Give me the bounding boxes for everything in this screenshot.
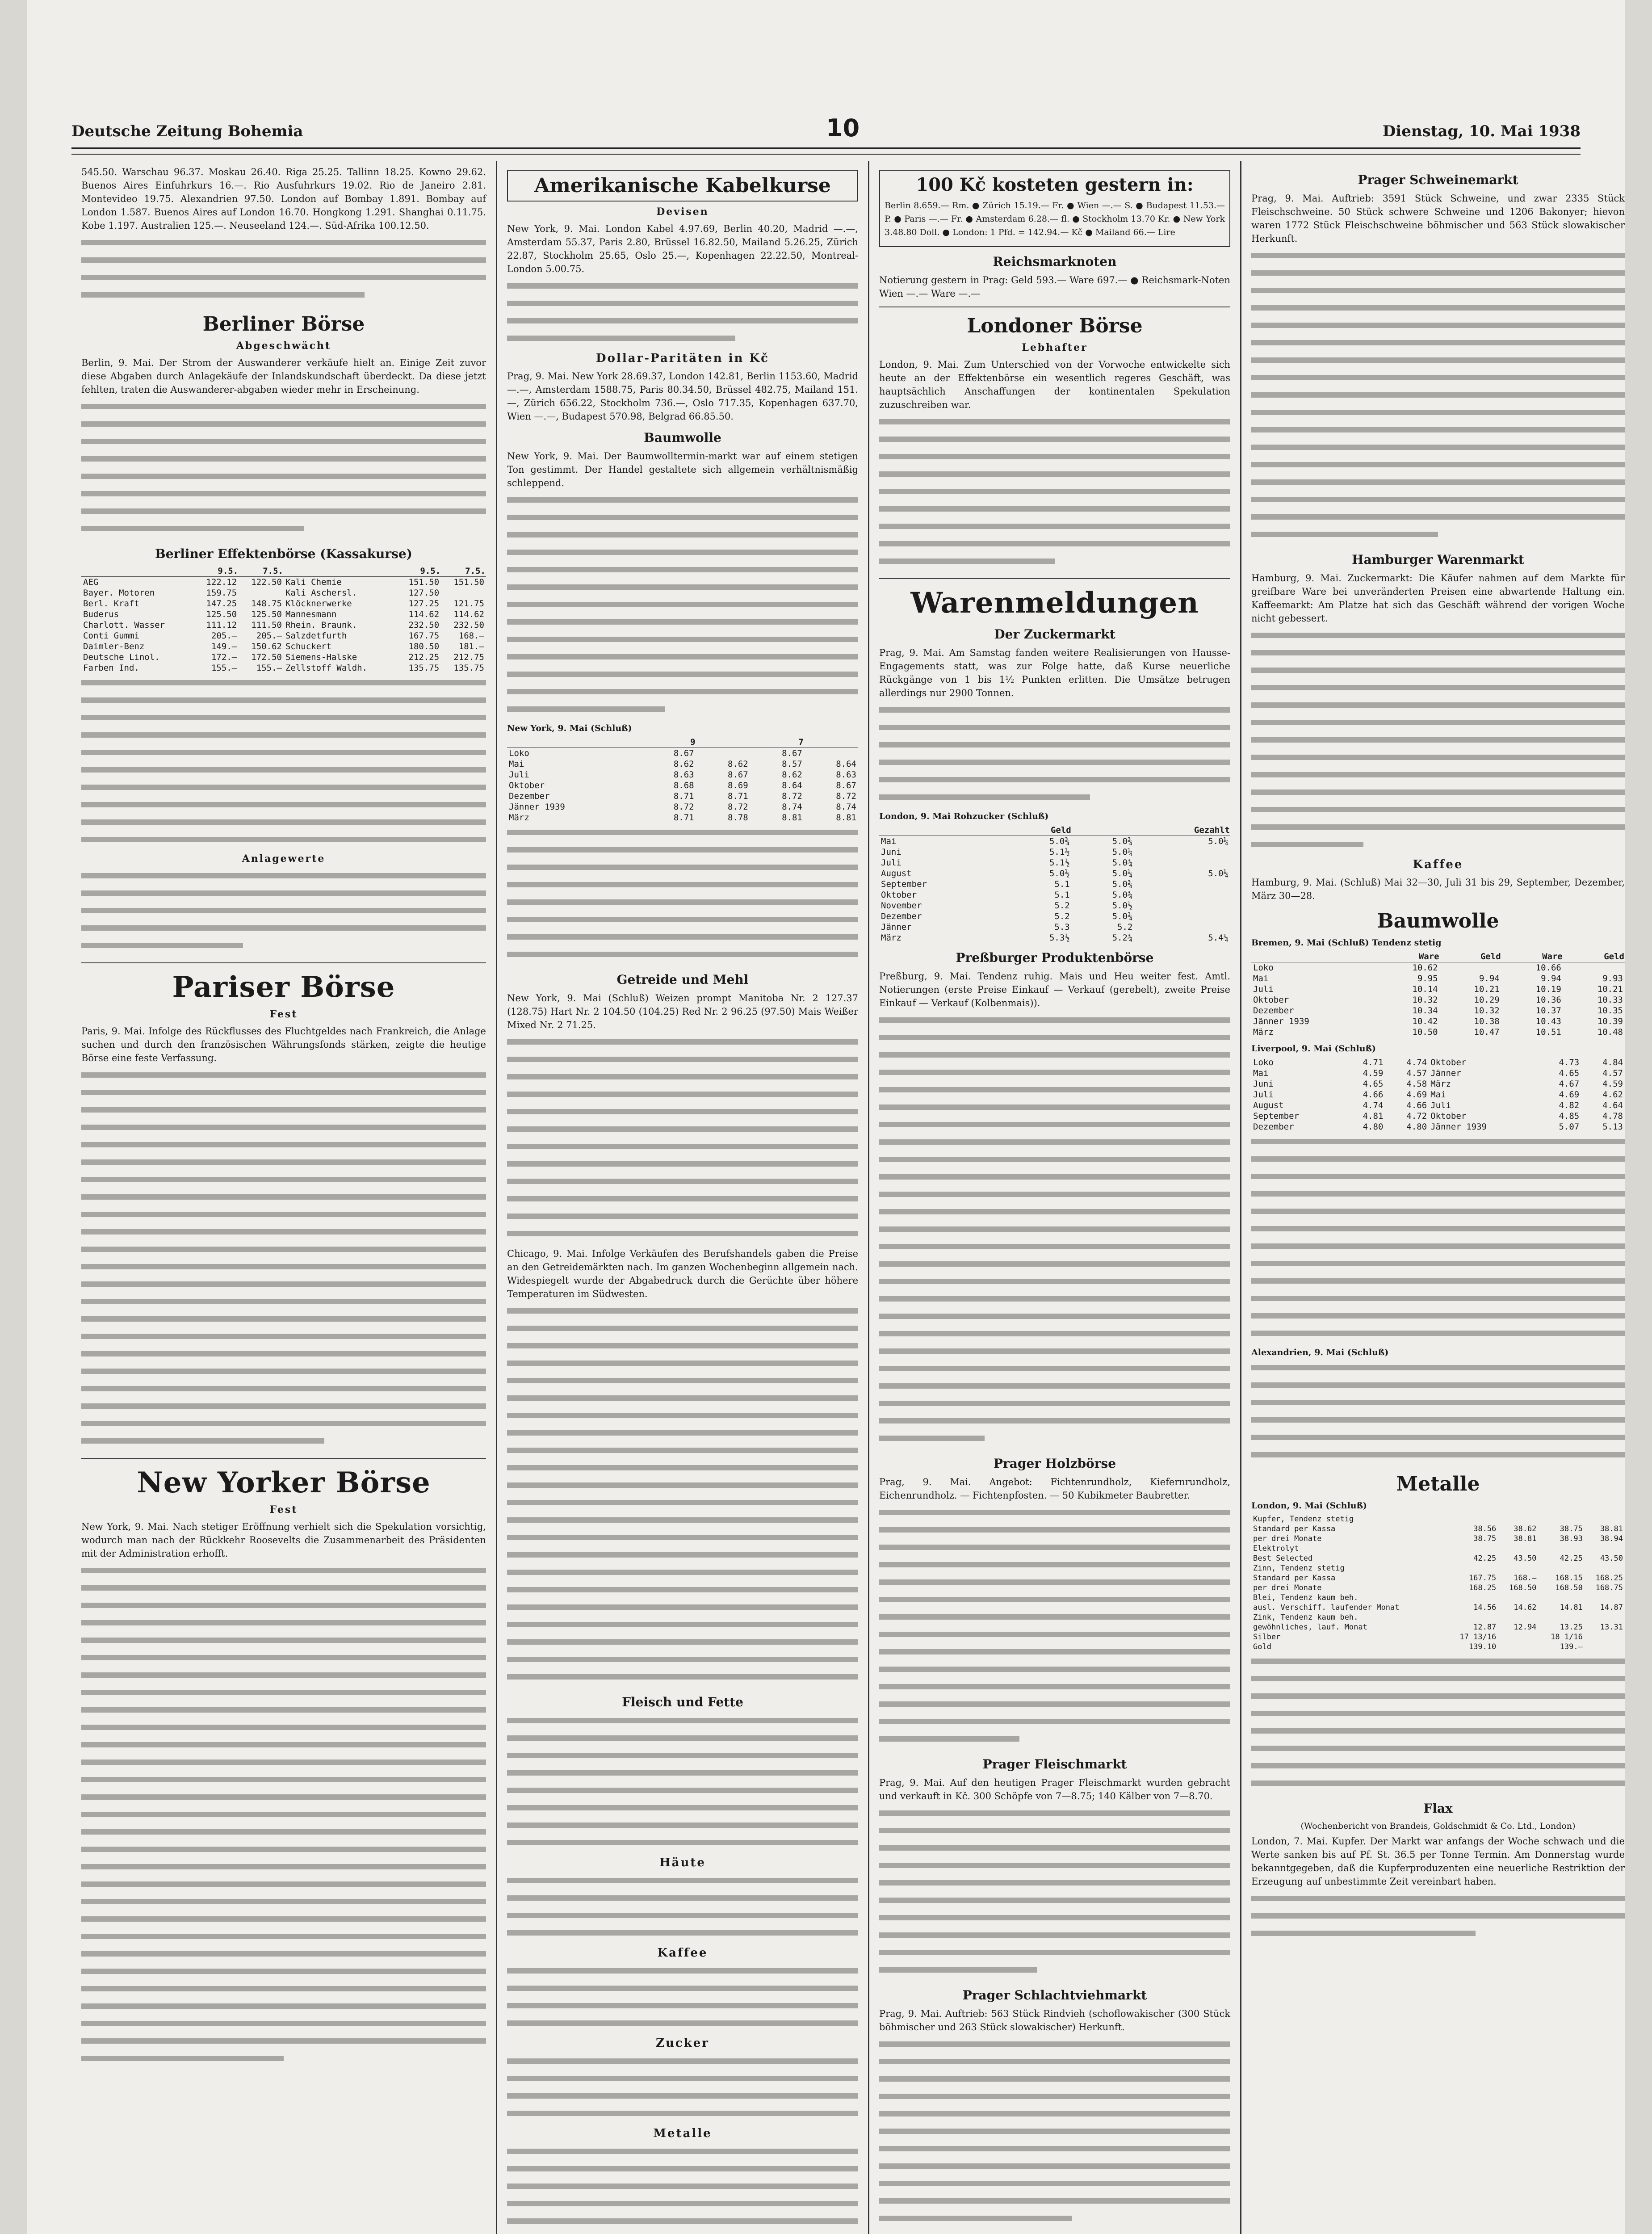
table-row: Mai 4.59 4.57 Jänner 4.65 4.57 [1253,1068,1623,1078]
metals-heading: Metalle [653,2127,712,2140]
flax-source: (Wochenbericht von Brandeis, Goldschmidt & Co. Ltd., London) [1300,1821,1576,1831]
newyork-exchange-subheading: Fest [269,1504,298,1516]
pig-market-report: Prag, 9. Mai. Auftrieb: 3591 Stück Schweine, und zwar 2335 Stück Fleischschweine. 50 Stück schwere Schweine und 1206 Bakonyer; hievon waren 1772 Stück Fleischschweine böhmischer und 563 Stück slowakischer Herkunft. [1251,193,1625,244]
text-block [507,1304,858,1688]
cattle-market-heading: Prager Schlachtviehmarkt [962,1988,1147,2003]
paris-exchange-report: Paris, 9. Mai. Infolge des Rückflusses des Fluchtgeldes nach Frankreich, die Anlage suchen und durch den französischen Währungsfonds stärken, zeigte die heutige Börse eine feste Verfassung. [81,1026,486,1063]
ny-cotton-label: New York, 9. Mai (Schluß) [507,723,632,733]
table-row: März 10.50 10.47 10.51 10.48 [1253,1027,1623,1037]
table-row: August 4.74 4.66 Juli 4.82 4.64 [1253,1100,1623,1110]
coffee-report: Hamburg, 9. Mai. (Schluß) Mai 32—30, Juli 31 bis 29, September, Dezember, März 30—28. [1251,877,1625,901]
text-block [507,1964,858,2034]
table-row: September 4.81 4.72 Oktober 4.85 4.78 [1253,1111,1623,1121]
berlin-exchange-heading: Berliner Börse [202,313,365,336]
timber-report: Prag, 9. Mai. Angebot: Fichtenrundholz, Kiefernrundholz, Eichenrundholz. — Fichtenpfosten. — 50 Kubikmeter Baubretter. [879,1477,1230,1501]
table-row: September 5.1 5.0¾ [881,879,1133,889]
table-row: März 8.71 8.78 8.81 8.81 [509,813,856,823]
text-block [507,2145,858,2234]
text-block [81,1564,486,2069]
liverpool-cotton-label: Liverpool, 9. Mai (Schluß) [1251,1044,1376,1054]
table-row: Best Selected 42.25 43.50 42.25 43.50 [1253,1554,1623,1563]
table-row: Loko 10.62 10.66 [1253,963,1561,973]
cable-rates-box [507,170,858,202]
coffee-heading: Kaffee [657,1946,708,1960]
grain-heading: Getreide und Mehl [616,972,749,987]
table-row: Juli 10.14 10.21 10.19 10.21 [1253,984,1623,994]
paris-exchange-subheading: Fest [269,1008,298,1020]
table-row: Deutsche Linol. 172.— 172.50 Siemens-Halske 212.25 212.75 [83,652,484,662]
berlin-exchange-subheading: Abgeschwächt [236,340,331,352]
table-continuation [1251,1135,1625,1344]
text-block [1251,249,1625,545]
text-block [879,1506,1230,1750]
section-divider [81,1458,486,1459]
table-row: Berl. Kraft 147.25 148.75 Klöcknerwerke 127.25 121.75 [83,599,484,609]
table-row: Juni 5.1½ 5.0¼ [881,847,1133,857]
chicago-grain-report: Chicago, 9. Mai. Infolge Verkäufen des Berufshandels gaben die Preise an den Getreidemärkten nach. Im ganzen Wochenbeginn allgemein nach. Widespiegelt wurde der Abgabedruck durch die Gerüchte über höhere Temperaturen im Südwesten. [507,1248,858,1299]
table-row: Jänner 1939 10.42 10.38 10.43 10.39 [1253,1016,1623,1026]
table-row: Loko 8.67 8.67 [509,748,802,758]
table-row: Mai 9.95 9.94 9.94 9.93 [1253,974,1623,983]
alexandria-cotton-label: Alexandrien, 9. Mai (Schluß) [1251,1348,1389,1357]
table-continuation [1251,1655,1625,1794]
page-number: 10 [826,114,860,142]
text-block [507,279,858,349]
text-block [879,703,1230,808]
timber-heading: Prager Holzbörse [993,1456,1116,1471]
hamburg-market-report: Hamburg, 9. Mai. Zuckermarkt: Die Käufer nahmen auf dem Markte für greifbare Ware bei unveränderten Preisen eine abwartende Haltung ein. Kaffeemarkt: Am Platze hat sich das Geschäft während der vorigen Woche nicht gebessert. [1251,573,1625,624]
column-3 [869,161,1240,2234]
cattle-market-report: Prag, 9. Mai. Auftrieb: 563 Stück Rindvieh (schoflowakischer (300 Stück böhmischer und 263 Stück slowakischer) Herkunft. [879,2008,1230,2032]
newspaper-page [27,0,1625,2234]
table-continuation [507,826,858,965]
table-row: Oktober 8.68 8.69 8.64 8.67 [509,781,856,790]
koruna-heading: 100 Kč kosteten gestern in: [916,174,1194,195]
table-row: Blei, Tendenz kaum beh. [1253,1593,1358,1602]
dollar-parity-heading: Dollar-Paritäten in Kč [596,352,769,365]
flax-report: London, 7. Mai. Kupfer. Der Markt war anfangs der Woche schwach und die Werte sanken bis auf Pf. St. 36.5 per Tonne Termin. Am Donnerstag wurde bekanntgegeben, daß die Kupferproduzenten eine neuerliche Restriktion der Erzeugung auf unbestimmte Zeit vereinbart haben. [1251,1836,1625,1887]
table-row: Standard per Kassa 38.56 38.62 38.75 38.81 [1253,1524,1623,1533]
header-rule-thin [71,154,1581,155]
exchange-rates-paragraph: 545.50. Warschau 96.37. Moskau 26.40. Riga 25.25. Tallinn 18.25. Kowno 29.62. Buenos Aires Einfuhrkurs 16.—. Rio Ausfuhrkurs 19.02. Rio de Janeiro 2.81. Montevideo 19.75. Alexandrien 97.50. London auf Bombay 1.891. Bombay auf London 1.587. Buenos Aires auf London 16.70. Hongkong 1.291. Shanghai 0.11.75. Kobe 1.197. Australien 125.—. Neuseeland 124.—. Süd-Afrika 100.12.50. [81,167,486,231]
table-row: Dezember 5.2 5.0¾ [881,911,1133,921]
pressburg-heading: Preßburger Produktenbörse [956,950,1154,965]
table-row: Jänner 1939 8.72 8.72 8.74 8.74 [509,802,856,812]
table-row: Farben Ind. 155.— 155.— Zellstoff Waldh. 135.75 135.75 [83,663,484,673]
metals-heading: Metalle [1396,1473,1480,1495]
london-metals-label: London, 9. Mai (Schluß) [1251,1501,1367,1511]
liverpool-cotton-table [1251,1057,1625,1132]
meat-fats-heading: Fleisch und Fette [622,1695,743,1709]
hamburg-market-heading: Hamburger Warenmarkt [1352,552,1524,567]
table-continuation [1251,1361,1625,1466]
meat-market-heading: Prager Fleischmarkt [982,1757,1127,1772]
table-row: Mai 5.0¾ 5.0¾ 5.0¼ [881,836,1229,846]
table-row: AEG 122.12 122.50 Kali Chemie 151.50 151.50 [83,577,484,587]
table-row: Oktober 5.1 5.0¾ [881,890,1133,900]
anlage-heading: Anlagewerte [242,853,326,865]
berlin-exchange-report: Berlin, 9. Mai. Der Strom der Auswanderer verkäufe hielt an. Einige Zeit zuvor diese Abgaben durch Anlagekäufe der Inlandskundschaft überdeckt. Da diese jetzt fehlten, traten die Auswanderer-abgaben wieder mehr in Erscheinung. [81,357,486,395]
table-row: Kupfer, Tendenz stetig [1253,1515,1354,1524]
table-row: per drei Monate 38.75 38.81 38.93 38.94 [1253,1534,1623,1543]
table-row: Zink, Tendenz kaum beh. [1253,1613,1358,1622]
table-row: Dezember 8.71 8.71 8.72 8.72 [509,791,856,801]
cotton-heading: Baumwolle [644,430,721,445]
grain-report: New York, 9. Mai (Schluß) Weizen prompt Manitoba Nr. 2 127.37 (128.75) Hart Nr. 2 104.50 (104.25) Red Nr. 2 96.25 (97.50) Mais Weißer Mixed Nr. 2 71.25. [507,993,858,1030]
table-row: Bayer. Motoren 159.75 Kali Aschersl. 127.50 [83,588,440,598]
pig-market-heading: Prager Schweinemarkt [1358,172,1518,187]
koruna-rates: Berlin 8.659.— Rm. ● Zürich 15.19.— Fr. ● Wien —.— S. ● Budapest 11.53.— P. ● Paris —.— Fr. ● Amsterdam 6.28.— fl. ● Stockholm 13.70 Kr. ● New York 3.48.80 Doll. ● London: 1 Pfd. = 142.94.— Kč ● Mailand 66.— Lire [885,201,1225,237]
table-row: Charlott. Wasser 111.12 111.50 Rhein. Braunk. 232.50 232.50 [83,620,484,630]
newyork-exchange-report: New York, 9. Mai. Nach stetiger Eröffnung verhielt sich die Spekulation vorsichtig, wodurch man nach der Rückkehr Roosevelts die Zusammenarbeit des Präsidenten mit der Administration erhofft. [81,1521,486,1559]
table-row: Elektrolyt [1253,1544,1299,1553]
section-divider [81,962,486,963]
table-row: November 5.2 5.0½ [881,901,1133,911]
table-row: Standard per Kassa 167.75 168.— 168.15 168.25 [1253,1574,1623,1583]
table-row: August 5.0½ 5.0¼ 5.0¼ [881,869,1229,878]
text-block [879,1806,1230,1981]
text-block [81,869,486,956]
column-1 [71,161,496,2076]
page-header [71,114,1581,141]
coffee-heading: Kaffee [1413,858,1463,871]
table-header-row: 9 7 [507,737,858,748]
london-sugar-table [879,825,1230,943]
cotton-heading: Baumwolle [1377,910,1499,932]
column-4 [1241,161,1635,1951]
table-row: Oktober 10.32 10.29 10.36 10.33 [1253,995,1623,1005]
meat-market-report: Prag, 9. Mai. Auf den heutigen Prager Fleischmarkt wurden gebracht und verkauft in Kč. 300 Schöpfe von 7—8.75; 140 Kälber von 7—8.70. [879,1777,1230,1801]
table-row: Gold 139.10 139.— [1253,1642,1583,1651]
table-row: Daimler-Benz 149.— 150.62 Schuckert 180.50 181.— [83,642,484,651]
text-block [507,1035,858,1244]
issue-date: Dienstag, 10. Mai 1938 [1382,122,1581,140]
table-header-row: Ware Geld Ware Geld [1251,951,1625,962]
london-exchange-report: London, 9. Mai. Zum Unterschied von der Vorwoche entwickelte sich heute an der Effektenbörse ein wesentlich regeres Geschäft, was hauptsächlich Anschaffungen der kontinentalen Spekulation zuzuschreiben war. [879,359,1230,410]
table-row: Buderus 125.50 125.50 Mannesmann 114.62 114.62 [83,609,484,619]
table-row: Conti Gummi 205.— 205.— Salzdetfurth 167.75 168.— [83,631,484,641]
text-block [1251,1892,1625,1944]
paris-exchange-heading: Pariser Börse [172,970,395,1004]
paper-title: Deutsche Zeitung Bohemia [71,122,303,140]
table-row: per drei Monate 168.25 168.50 168.50 168.75 [1253,1583,1623,1592]
table-row: Silber 17 13/16 18 1/16 [1253,1633,1583,1642]
newyork-exchange-heading: New Yorker Börse [137,1466,431,1499]
table-row: Juni 4.65 4.58 März 4.67 4.59 [1253,1079,1623,1089]
table-row: Mai 8.62 8.62 8.57 8.64 [509,759,856,769]
london-exchange-heading: Londoner Börse [967,315,1143,337]
berlin-securities-table [81,566,486,673]
london-sugar-label: London, 9. Mai Rohzucker (Schluß) [879,811,1049,821]
table-row: Juli 4.66 4.69 Mai 4.69 4.62 [1253,1090,1623,1100]
text-block [879,2037,1230,2229]
sugar-market-heading: Der Zuckermarkt [994,627,1115,642]
reichsmark-text: Notierung gestern in Prag: Geld 593.— Ware 697.— ● Reichsmark-Noten Wien —.— Ware —.— [879,275,1230,299]
bremen-cotton-table [1251,951,1625,1037]
table-row: Zinn, Tendenz stetig [1253,1564,1345,1573]
berlin-securities-heading: Berliner Effektenbörse (Kassakurse) [155,546,412,561]
cable-rates-heading: Amerikanische Kabelkurse [534,174,831,197]
table-header-row: Geld Gezahlt [879,825,1230,836]
text-block [507,493,858,720]
table-row: Dezember 10.34 10.32 10.37 10.35 [1253,1006,1623,1016]
cable-rates-text: New York, 9. Mai. London Kabel 4.97.69, Berlin 40.20, Madrid —.—, Amsterdam 55.37, Paris 2.80, Brüssel 16.82.50, Mailand 5.26.25, Zürich 22.87, Stockholm 25.65, Oslo 25.—, Kopenhagen 22.22.50, Montreal-London 5.00.75. [507,223,858,274]
london-metals-table [1251,1514,1625,1652]
table-row: ausl. Verschiff. laufender Monat 14.56 14.62 14.81 14.87 [1253,1603,1623,1612]
pressburg-report: Preßburg, 9. Mai. Tendenz ruhig. Mais und Heu weiter fest. Amtl. Notierungen (erste Preise Einkauf — Verkauf (gerebelt), zweite Preise Einkauf — Verkauf (Kolbenmais)). [879,971,1230,1008]
table-row: Jänner 5.3 5.2 [881,922,1133,932]
sugar-heading: Zucker [656,2037,709,2050]
ny-cotton-table [507,737,858,823]
koruna-box [879,170,1230,247]
column-2 [497,161,868,2234]
text-block [81,400,486,539]
text-block [507,1874,858,1944]
text-block [879,1013,1230,1449]
commodities-heading: Warenmeldungen [910,586,1199,620]
london-exchange-subheading: Lebhafter [1022,342,1088,353]
table-row: Loko 4.71 4.74 Oktober 4.73 4.84 [1253,1058,1623,1067]
text-block [507,2054,858,2124]
text-block [81,1068,486,1452]
header-rule [71,147,1581,149]
table-row: gewöhnliches, lauf. Monat 12.87 12.94 13.25 13.31 [1253,1623,1623,1632]
text-block [1251,629,1625,855]
text-block [507,1714,858,1853]
section-divider [879,578,1230,579]
table-row: März 5.3½ 5.2¾ 5.4¼ [881,933,1229,943]
cable-rates-subheading: Devisen [656,206,709,218]
flax-heading: Flax [1423,1801,1453,1816]
dollar-parity-text: Prag, 9. Mai. New York 28.69.37, London 142.81, Berlin 1153.60, Madrid —.—, Amsterdam 1588.75, Paris 80.34.50, Brüssel 482.75, Mailand 151.—, Zürich 656.22, Stockholm 736.—, Oslo 717.35, Kopenhagen 637.70, Wien —.—, Budapest 570.98, Belgrad 66.85.50. [507,371,858,422]
cotton-report: New York, 9. Mai. Der Baumwolltermin-markt war auf einem stetigen Ton gestimmt. Der Handel gestaltete sich allgemein verhältnismäßig schleppend. [507,451,858,488]
reichsmark-heading: Reichsmarknoten [993,254,1117,269]
table-row: Dezember 4.80 4.80 Jänner 1939 5.07 5.13 [1253,1122,1623,1132]
sugar-market-report: Prag, 9. Mai. Am Samstag fanden weitere Realisierungen von Hausse-Engagements statt, was zur Folge hatte, daß Kurse neuerliche Rückgänge von 1 bis 1½ Punkten erlitten. Die Umsätze betrugen allerdings nur 2900 Tonnen. [879,647,1230,698]
text-block [81,236,486,306]
text-block [879,415,1230,572]
table-row: Juli 8.63 8.67 8.62 8.63 [509,770,856,780]
hides-heading: Häute [659,1856,706,1869]
table-continuation [81,676,486,850]
bremen-cotton-label: Bremen, 9. Mai (Schluß) Tendenz stetig [1251,938,1442,948]
table-row: Juli 5.1½ 5.0¾ [881,858,1133,868]
table-header-row: 9.5. 7.5. 9.5. 7.5. [81,566,486,577]
